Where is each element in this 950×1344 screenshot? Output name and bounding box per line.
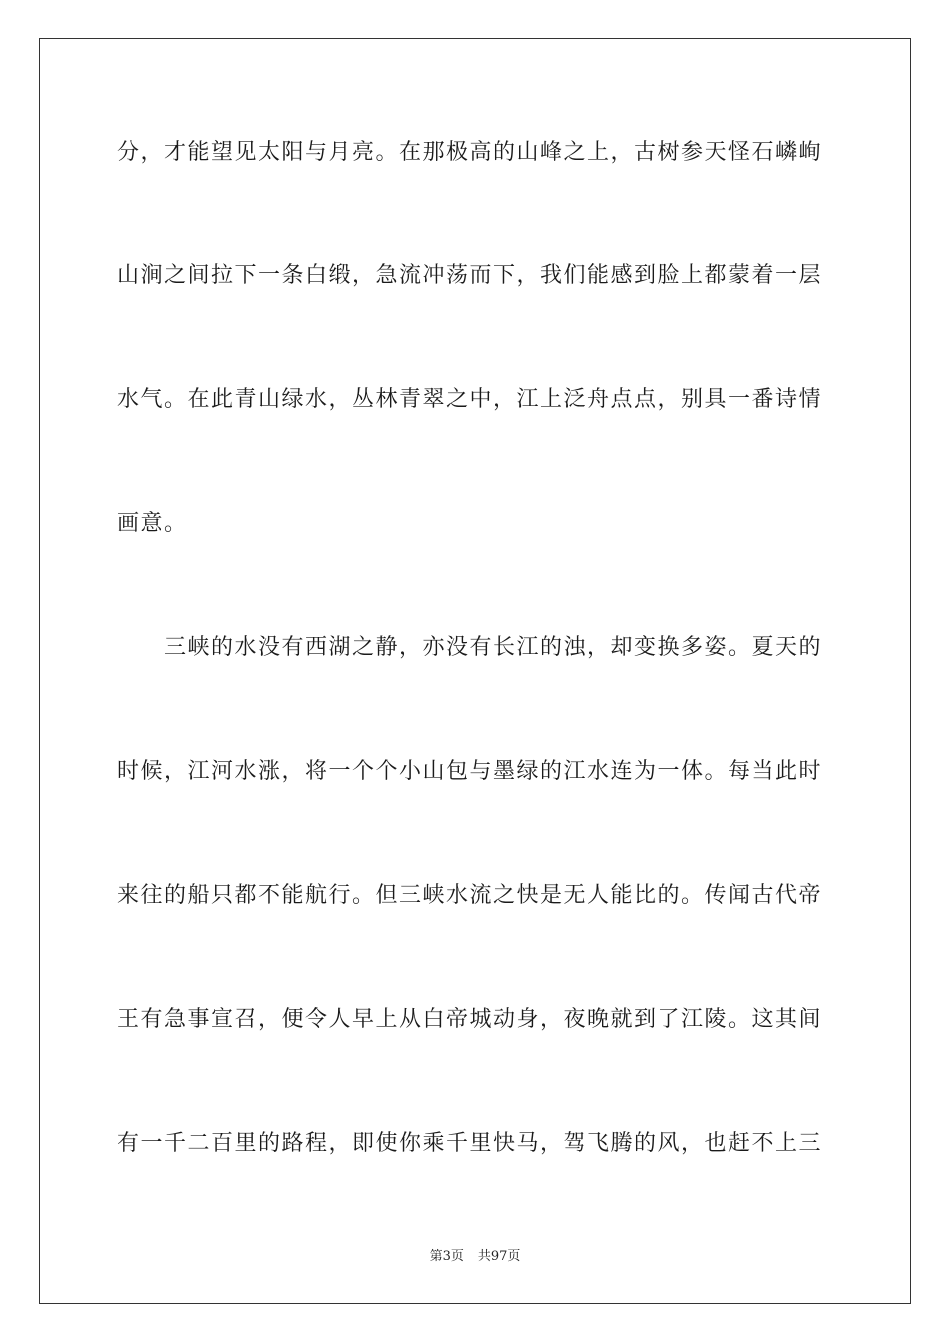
body-text-line: 来往的船只都不能航行。但三峡水流之快是无人能比的。传闻古代帝 (117, 883, 823, 908)
body-text-line: 三峡的水没有西湖之静，亦没有长江的浊，却变换多姿。夏天的 (117, 635, 823, 660)
body-text-line: 王有急事宣召，便令人早上从白帝城动身，夜晚就到了江陵。这其间 (117, 1007, 823, 1032)
page-footer (0, 1248, 950, 1266)
page-number: 第3页 (429, 1249, 464, 1264)
body-text-line: 山涧之间拉下一条白缎，急流冲荡而下，我们能感到脸上都蒙着一层 (117, 263, 823, 288)
body-text-line: 有一千二百里的路程，即使你乘千里快马，驾飞腾的风，也赶不上三 (117, 1131, 823, 1156)
total-pages: 共97页 (477, 1249, 521, 1264)
body-text-line: 水气。在此青山绿水，丛林青翠之中，江上泛舟点点，别具一番诗情 (117, 387, 823, 412)
page-border (39, 38, 911, 1304)
body-text-line: 时候，江河水涨，将一个个小山包与墨绿的江水连为一体。每当此时 (117, 759, 823, 784)
body-text-line: 分，才能望见太阳与月亮。在那极高的山峰之上，古树参天怪石嶙峋 (117, 140, 823, 165)
body-text-line: 画意。 (117, 511, 188, 536)
